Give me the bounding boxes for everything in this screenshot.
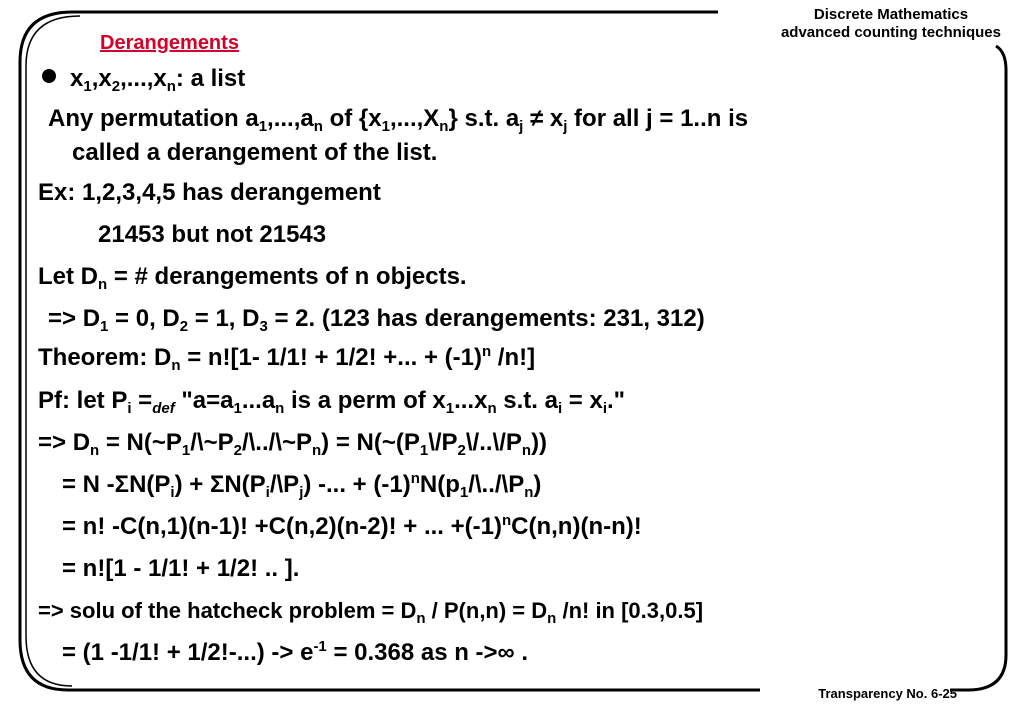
derangement-definition-line-1: Any permutation $a_1,...,a_n$ of $\{x_1,...,X_n\}$ s.t. $a_j \ne x_j$ for all j = 1..n is xyxy=(48,105,749,135)
footer-transparency-number: Transparency No. 6-25 xyxy=(818,686,957,701)
hatcheck-line: => solu of the hatcheck problem = $D_n / P(n,n) = D_n$ /n! in [0.3,0.5] xyxy=(38,598,704,627)
course-name: Discrete Mathematics xyxy=(813,6,969,23)
small-values-line: => $D_1 = 0$, $D_2 = 1$, $D_3 = 2$. (123 has derangements: 231, 312) xyxy=(48,305,705,335)
example-line: Ex: 1,2,3,4,5 has derangement xyxy=(38,179,381,206)
slide-title: Derangements xyxy=(100,32,239,54)
derangement-definition-line-2: called a derangement of the list. xyxy=(72,139,438,166)
inclusion-exclusion-line: => $D_n$ = $N(\sim P_1/\backslash\sim P_2/\backslash../\backslash\sim P_n)$ = $N(\sim(P_1\backslash/P_2\backslash/..\backslash/P_n))$ xyxy=(38,429,548,459)
expansion-line: = N $-\Sigma N(P_i)$ + $\Sigma N(P_i/\backslash P_j)$ -... + $(-1)^nN(p_1/\backslash../\backslash P_n)$ xyxy=(62,470,542,501)
list-line: $x_1,x_2,...,x_n$: a list xyxy=(42,64,245,94)
topic-name: advanced counting techniques xyxy=(780,24,1001,41)
proof-line: Pf: let $P_i =_{def}$ "$a=a_1...a_n$ is a perm of $x_1...x_n$ s.t. $a_i = x_i$." xyxy=(38,387,626,417)
binomial-line: = n! -C(n,1)(n-1)! +C(n,2)(n-2)! + ... $+(-1)^nC(n,n)(n-n)$! xyxy=(62,512,642,540)
header-block xyxy=(781,6,1001,42)
simplified-line: = n![1 - 1/1! + 1/2! .. ]. xyxy=(62,555,300,582)
dn-definition-line: Let $D_n$ = # derangements of n objects. xyxy=(38,263,467,293)
example-values-line: 21453 but not 21543 xyxy=(98,221,327,248)
theorem-line: Theorem: $D_n = n![1-$ 1/1! + 1/2! +... + $(-1)^n$ /n!] xyxy=(38,343,536,374)
limit-line: = (1 -1/1! + $1/2!-...) -> e^{-1} = 0.368$ as n ->∞ . xyxy=(62,638,529,666)
bullet-icon xyxy=(42,69,56,83)
